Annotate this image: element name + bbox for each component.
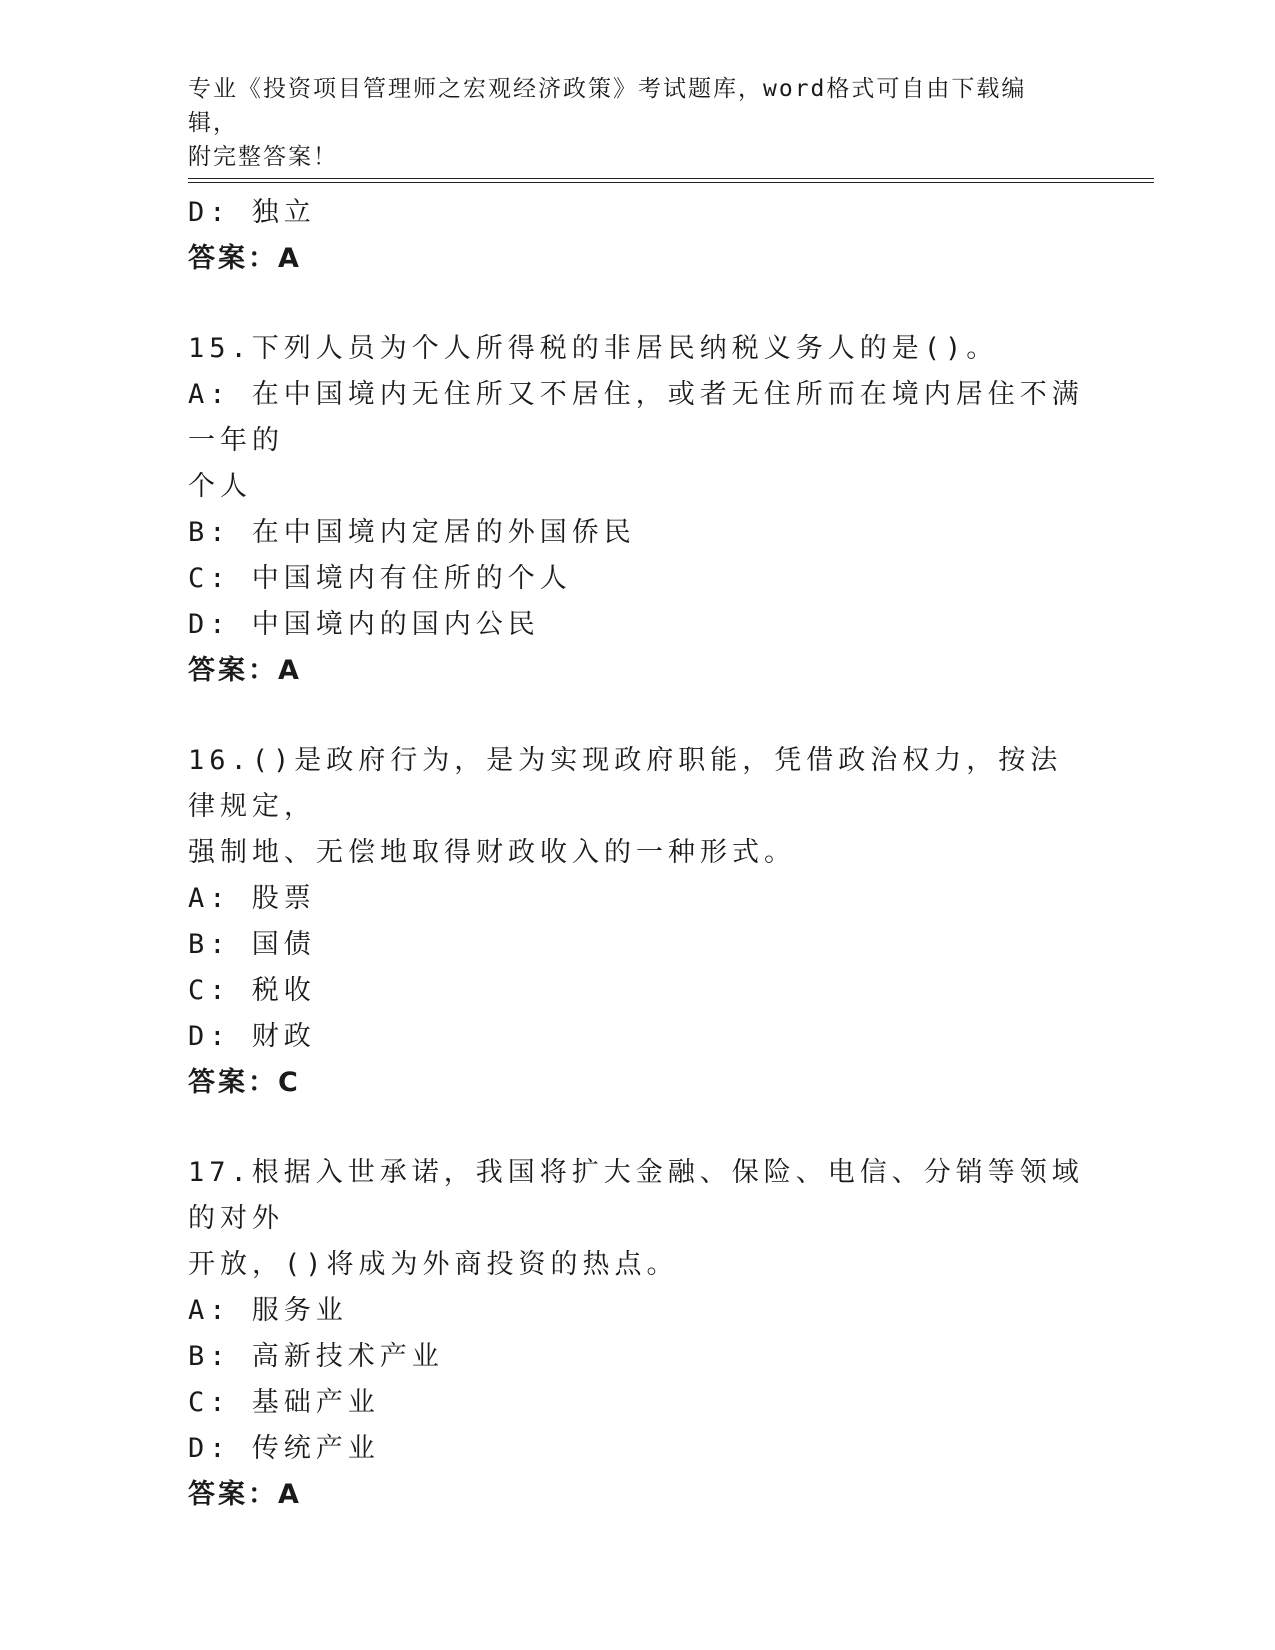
option-b: B: 在中国境内定居的外国侨民 bbox=[188, 517, 636, 548]
question-17 bbox=[188, 1150, 1088, 1518]
question-15 bbox=[188, 326, 1088, 694]
carryover-option-d: D: 独立 bbox=[188, 197, 316, 228]
question-16 bbox=[188, 738, 1088, 1106]
option-d: D: 财政 bbox=[188, 1021, 316, 1052]
option-a: A: 在中国境内无住所又不居住，或者无住所而在境内居住不满一年的 bbox=[188, 379, 1084, 456]
answer: 答案：A bbox=[188, 1479, 302, 1510]
option-a-continued: 个人 bbox=[188, 471, 252, 502]
question-content bbox=[188, 190, 1088, 1518]
header-line-1: 专业《投资项目管理师之宏观经济政策》考试题库，word格式可自由下载编辑， bbox=[188, 76, 1027, 136]
option-d: D: 中国境内的国内公民 bbox=[188, 609, 540, 640]
answer: 答案：A bbox=[188, 655, 302, 686]
question-stem-continued: 开放，()将成为外商投资的热点。 bbox=[188, 1249, 679, 1280]
question-stem: 15.下列人员为个人所得税的非居民纳税义务人的是()。 bbox=[188, 333, 999, 364]
question-stem: 17.根据入世承诺，我国将扩大金融、保险、电信、分销等领域的对外 bbox=[188, 1157, 1084, 1234]
option-c: C: 税收 bbox=[188, 975, 316, 1006]
question-stem-continued: 强制地、无偿地取得财政收入的一种形式。 bbox=[188, 837, 796, 868]
document-header bbox=[188, 72, 1068, 174]
option-c: C: 中国境内有住所的个人 bbox=[188, 563, 572, 594]
header-divider-bottom bbox=[188, 182, 1154, 183]
header-divider-top bbox=[188, 178, 1154, 179]
question-stem: 16.()是政府行为，是为实现政府职能，凭借政治权力，按法律规定， bbox=[188, 745, 1063, 822]
option-a: A: 服务业 bbox=[188, 1295, 348, 1326]
answer: 答案：C bbox=[188, 1067, 301, 1098]
carryover-answer: 答案：A bbox=[188, 243, 302, 274]
option-b: B: 国债 bbox=[188, 929, 316, 960]
option-a: A: 股票 bbox=[188, 883, 316, 914]
option-d: D: 传统产业 bbox=[188, 1433, 380, 1464]
option-c: C: 基础产业 bbox=[188, 1387, 380, 1418]
option-b: B: 高新技术产业 bbox=[188, 1341, 444, 1372]
header-line-2: 附完整答案！ bbox=[188, 144, 338, 170]
